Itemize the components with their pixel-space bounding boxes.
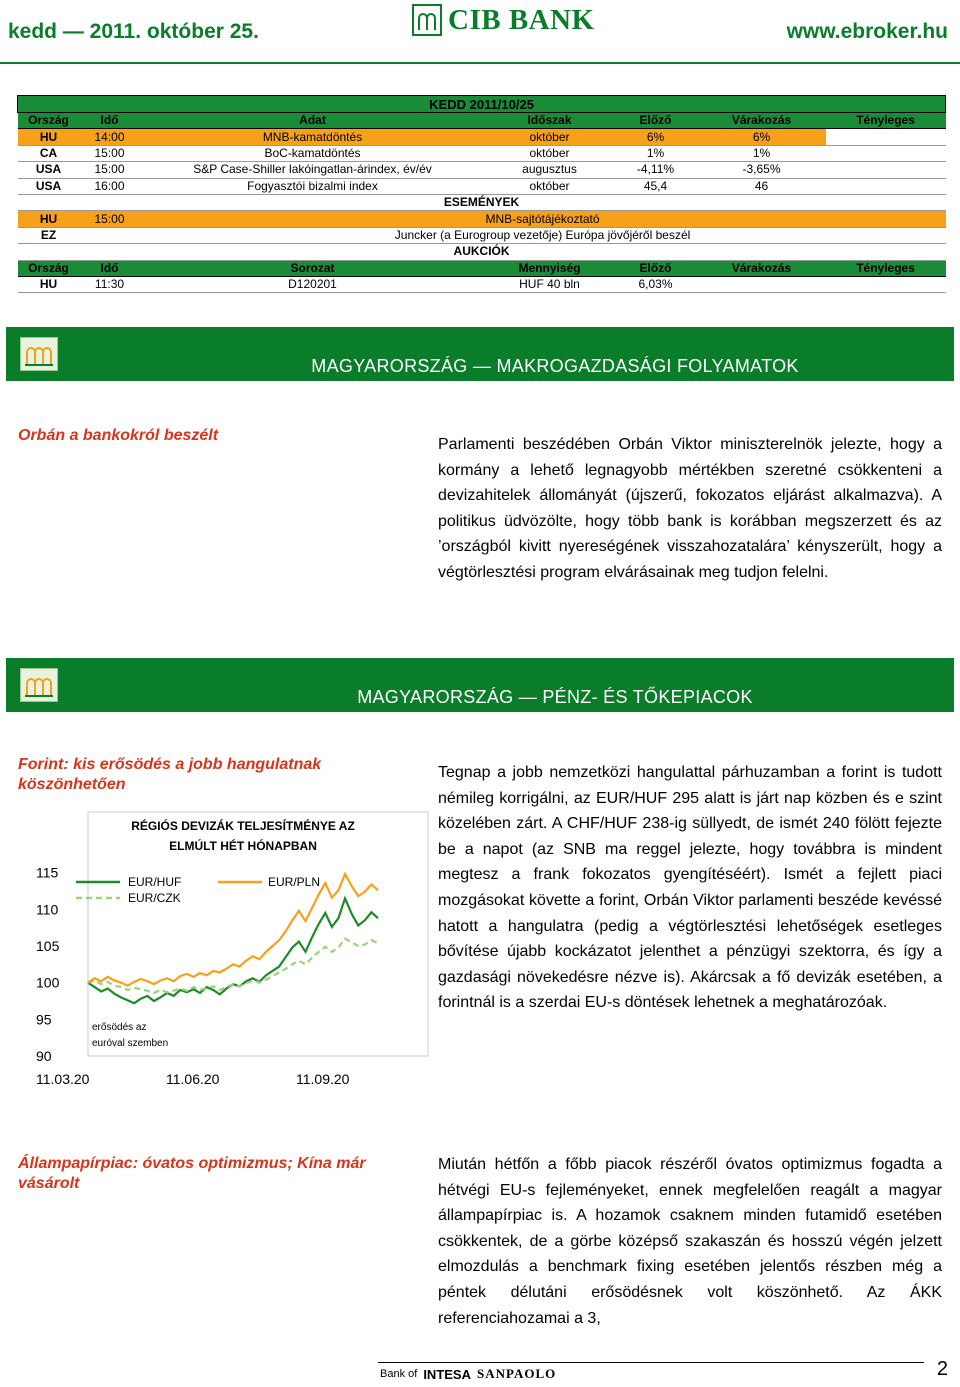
cell: USA	[18, 178, 80, 194]
y-tick-label: 115	[36, 864, 59, 881]
cell	[80, 227, 140, 243]
footer-brand-intesa: INTESA	[423, 1366, 471, 1382]
page-number: 2	[936, 1358, 948, 1380]
cell	[826, 276, 946, 292]
calendar-table	[17, 95, 946, 293]
cell	[826, 178, 946, 194]
cell: 11:30	[80, 276, 140, 292]
footer-brand-sanpaolo: SANPAOLO	[476, 1366, 557, 1381]
col-header: Várakozás	[698, 260, 826, 276]
y-tick-label: 100	[36, 974, 60, 991]
col-header: Előző	[614, 113, 698, 129]
cell: 6%	[698, 129, 826, 145]
cell: Juncker (a Eurogroup vezetője) Európa jövőjéről beszél	[140, 227, 946, 243]
y-tick-label: 105	[36, 938, 60, 954]
y-tick-label: 95	[36, 1011, 52, 1028]
section-banner-title: MAGYARORSZÁG — PÉNZ- ÉS TŐKEPIACOK	[357, 687, 753, 707]
section-banner-markets	[6, 658, 954, 712]
cell: D120201	[140, 276, 486, 292]
legend-label: EUR/HUF	[128, 875, 182, 889]
bank-name: CIB BANK	[448, 3, 595, 36]
cell: MNB-sajtótájékoztató	[140, 211, 946, 227]
cell: -4,11%	[614, 162, 698, 178]
article-headline: Forint: kis erősödés a jobb hangulatnak köszönhetően	[18, 756, 322, 793]
cell: USA	[18, 162, 80, 178]
cell: -3,65%	[698, 162, 826, 178]
auction-row	[18, 276, 946, 292]
cell: 14:00	[80, 129, 140, 145]
annotation-group	[92, 1022, 168, 1049]
article-body: Miután hétfőn a főbb piacok részéről óvatos optimizmus fogadta a hétvégi EU-s fejleményeket, ennek megfelelően reagált a magyar állampapírpiac is. A hozamok csaknem minden futamidő esetében csökkentek, de a görbe középső szakaszán és hosszú végén jelzett elmozdulás a benchmark fixing esetében jelentős részben még a péntek délutáni erősödésnek volt köszönhető. Az ÁKK referenciahozamai a 3,	[438, 1156, 942, 1327]
currency-chart	[18, 808, 432, 1096]
chart-title-group	[131, 818, 355, 853]
cell: 1%	[698, 145, 826, 161]
footer-divider	[378, 1362, 924, 1363]
chart-svg	[18, 808, 432, 1096]
cell: HU	[18, 276, 80, 292]
legend-label: EUR/CZK	[128, 891, 181, 905]
cell	[826, 145, 946, 161]
y-axis	[36, 865, 60, 1064]
legend-label: EUR/PLN	[268, 875, 321, 889]
header-url[interactable]: www.ebroker.hu	[786, 20, 948, 43]
col-header: Idő	[80, 113, 140, 129]
col-header: Adat	[140, 113, 486, 129]
col-header: Idő	[80, 260, 140, 276]
table-row	[18, 162, 946, 178]
cell: október	[486, 129, 614, 145]
col-header: Várakozás	[698, 113, 826, 129]
cell: 15:00	[80, 145, 140, 161]
cell: augusztus	[486, 162, 614, 178]
cell	[698, 276, 826, 292]
event-row	[18, 227, 946, 243]
cell: HUF 40 bln	[486, 276, 614, 292]
col-header: Tényleges	[826, 113, 946, 129]
col-header: Előző	[614, 260, 698, 276]
article-headline: Orbán a bankokról beszélt	[18, 427, 219, 444]
cell: 16:00	[80, 178, 140, 194]
table-row	[18, 145, 946, 161]
auction-header-row	[18, 260, 946, 276]
cell: EZ	[18, 227, 80, 243]
events-title: ESEMÉNYEK	[18, 194, 946, 210]
cell: 6,03%	[614, 276, 698, 292]
annotation-text: euróval szemben	[92, 1038, 169, 1049]
cell: HU	[18, 211, 80, 227]
col-header: Időszak	[486, 113, 614, 129]
article-body: Tegnap a jobb nemzetközi hangulattal párhuzamban a forint is tudott némileg korrigálni, az EUR/HUF 295 alatt is járt nap közben és e szint közelében zárt. A CHF/HUF 238-ig süllyedt, de ismét 240 fölött fejezte be a napot (az SNB ma reggel jelezte, hogy továbbra is mindent megtesz a frank fokozatos gyengítéséért). Ismét a fejlett piaci mozgásokat követte a forint, Orbán Viktor parlamenti beszéde kevéssé hatott a hangulatra (pedig a végtörlesztési lehetőségek esetleges bővítése újabb kockázatot jelenthet a pénzügyi szektorra, és így a gazdasági növekedésre nézve is). Akárcsak a fő devizák esetében, a forintnál is a szerdai EU-s döntések lehetnek a meghatározóak.	[438, 764, 942, 1012]
cib-emblem-icon	[412, 4, 442, 36]
table-row	[18, 129, 946, 145]
col-header: Tényleges	[826, 260, 946, 276]
cell: 6%	[614, 129, 698, 145]
cell: S&P Case-Shiller lakóingatlan-árindex, év/év	[140, 162, 486, 178]
cell: október	[486, 145, 614, 161]
cell: Fogyasztói bizalmi index	[140, 178, 486, 194]
cell: 46	[698, 178, 826, 194]
table-row	[18, 178, 946, 194]
cell: 15:00	[80, 211, 140, 227]
x-tick-label: 11.06.20	[166, 1071, 220, 1087]
footer-brand-prefix: Bank of	[380, 1368, 418, 1380]
legend	[76, 875, 320, 905]
annotation-text: erősödés az	[92, 1022, 147, 1033]
cell: HU	[18, 129, 80, 145]
chart-title: RÉGIÓS DEVIZÁK TELJESÍTMÉNYE AZ	[131, 819, 355, 833]
calendar-title-row	[18, 96, 946, 113]
col-header: Ország	[18, 113, 80, 129]
chart-title: ELMÚLT HÉT HÓNAPBAN	[169, 839, 317, 853]
header-divider	[0, 62, 960, 64]
section-banner-title: MAGYARORSZÁG — MAKROGAZDASÁGI FOLYAMATOK	[311, 356, 799, 376]
header-date: kedd — 2011. október 25.	[8, 20, 259, 43]
auctions-title: AUKCIÓK	[18, 244, 946, 260]
y-tick-label: 110	[36, 901, 59, 918]
calendar-header-row	[18, 113, 946, 129]
page-header	[0, 0, 960, 68]
cib-logo	[412, 2, 595, 38]
cell	[826, 129, 946, 145]
col-header: Mennyiség	[486, 260, 614, 276]
cell: 45,4	[614, 178, 698, 194]
footer-brand	[380, 1366, 556, 1382]
cell: 15:00	[80, 162, 140, 178]
events-title-row	[18, 194, 946, 210]
article-headline: Állampapírpiac: óvatos optimizmus; Kína már vásárolt	[18, 1155, 366, 1192]
x-tick-label: 11.09.20	[296, 1071, 350, 1087]
section-banner-macro	[6, 327, 954, 381]
y-tick-label: 90	[36, 1048, 52, 1064]
cell	[826, 162, 946, 178]
cell: október	[486, 178, 614, 194]
x-tick-label: 11.03.20	[36, 1071, 90, 1087]
col-header: Ország	[18, 260, 80, 276]
cell: BoC-kamatdöntés	[140, 145, 486, 161]
cell: 1%	[614, 145, 698, 161]
series-line	[88, 939, 378, 993]
x-axis	[36, 1071, 350, 1087]
cell: CA	[18, 145, 80, 161]
calendar-title: KEDD 2011/10/25	[18, 96, 946, 113]
event-row	[18, 211, 946, 227]
cell: MNB-kamatdöntés	[140, 129, 486, 145]
auctions-title-row	[18, 244, 946, 260]
article-body: Parlamenti beszédében Orbán Viktor miniszterelnök jelezte, hogy a kormány a lehető legnagyobb mértékben szeretné csökkenteni a devizahitelek állományát (újszerű, fokozatos eljárást alkalmazva). A politikus üdvözölte, hogy több bank is korábban megszerzett és az ’országból kivitt nyereségének visszahozatalára’ kényszerült, hogy a végtörlesztési program elvárásainak meg tudjon felelni.	[438, 436, 942, 581]
col-header: Sorozat	[140, 260, 486, 276]
